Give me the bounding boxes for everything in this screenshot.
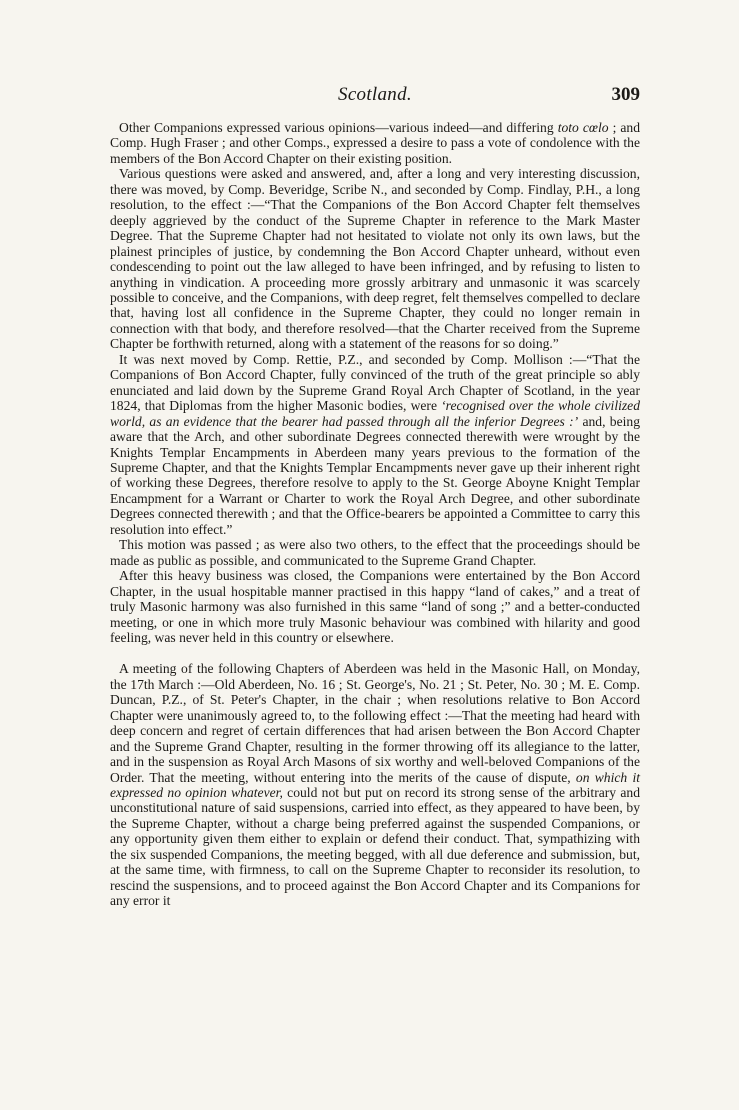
- text-run: Other Companions expressed various opinions—various indeed—and differing: [119, 120, 558, 135]
- paragraph: [110, 661, 640, 908]
- paragraph: [110, 537, 640, 568]
- body-text: [110, 120, 640, 909]
- page-title: Scotland.: [338, 84, 412, 105]
- text-run: ; and Comp. Hugh Fraser ; and other Comps., expressed a desire to pass a vote of condolence with the members of the Bon Accord Chapter on their existing position.: [110, 120, 641, 166]
- italic-phrase: on which it expressed no opinion whatever,: [110, 769, 640, 801]
- text-run: Various questions were asked and answered, and, after a long and very interesting discussion, there was moved, by Comp. Beveridge, Scribe N., and seconded by Comp. Findlay, P.H., a long resolution, to the effect :—“That the Companions of the Bon Accord Chapter felt themselves deeply aggrieved by the conduct of the Supreme Chapter in reference to the Mark Master Degree. That the Supreme Chapter had not hesitated to violate not only its own laws, but the plainest principles of justice, by condemning the Bon Accord Chapter unheard, without even condescending to point out the law alleged to have been infringed, and by refusing to listen to anything in vindication. A proceeding more grossly arbitrary and unmasonic it was scarcely possible to conceive, and the Companions, with deep regret, felt themselves compelled to declare that, having lost all confidence in the Supreme Chapter, they could no longer remain in connection with that body, and therefore resolved—that the Charter received from the Supreme Chapter be forthwith returned, along with a statement of the reasons for so doing.”: [110, 166, 640, 352]
- paragraph: [110, 352, 640, 537]
- running-header: [110, 84, 640, 110]
- paragraph: [110, 568, 640, 645]
- italic-phrase: ‘recognised over the whole civilized world, as an evidence that the bearer had passed through all the inferior Degrees :’: [110, 398, 640, 429]
- text-run: could not but put on record its strong sense of the arbitrary and unconstitutional nature of said suspensions, carried into effect, as they appeared to have been, by the Supreme Chapter, without a charge being preferred against the suspended Companions, or any opportunity given them either to explain or defend their conduct. That, sympathizing with the six suspended Companions, the meeting begged, with all due deference and submission, but, at the same time, with firmness, to call on the Supreme Chapter to reconsider its resolution, to rescind the suspensions, and to proceed against the Bon Accord Chapter and its Companions for any error it: [110, 785, 641, 909]
- text-run: A meeting of the following Chapters of Aberdeen was held in the Masonic Hall, on Monday, the 17th March :—Old Aberdeen, No. 16 ; St. George's, No. 21 ; St. Peter, No. 30 ; M. E. Comp. Duncan, P.Z., of St. Peter's Chapter, in the chair ; when resolutions relative to Bon Accord Chapter were unanimously agreed to, to the following effect :—That the meeting had heard with deep concern and regret of certain differences that had arisen between the Bon Accord Chapter and the Supreme Grand Chapter, resulting in the former throwing off its allegiance to the latter, and in the suspension as Royal Arch Masons of six worthy and well-beloved Companions of the Order. That the meeting, without entering into the merits of the cause of dispute,: [110, 661, 640, 785]
- italic-phrase: toto cœlo: [557, 120, 609, 135]
- page-number: 309: [611, 84, 640, 105]
- text-run: This motion was passed ; as were also two others, to the effect that the proceedings should be made as public as possible, and communicated to the Supreme Grand Chapter.: [110, 537, 640, 568]
- text-run: and, being aware that the Arch, and other subordinate Degrees connected therewith were wrought by the Knights Templar Encampments in Aberdeen many years previous to the formation of the Supreme Chapter, and that the Knights Templar Encampments never gave up their inherent right of working these Degrees, therefore resolve to apply to the St. George Aboyne Knight Templar Encampment for a Warrant or Charter to work the Royal Arch Degree, and other subordinate Degrees connected therewith ; and that the Office-bearers be appointed a Committee to carry this resolution into effect.”: [110, 413, 640, 537]
- paragraph: [110, 166, 640, 351]
- text-run: It was next moved by Comp. Rettie, P.Z., and seconded by Comp. Mollison :—“That the Companions of Bon Accord Chapter, fully convinced of the truth of the great principle so ably enunciated and laid down by the Supreme Grand Royal Arch Chapter of Scotland, in the year 1824, that Diplomas from the higher Masonic bodies, were: [110, 351, 640, 414]
- text-run: After this heavy business was closed, the Companions were entertained by the Bon Accord Chapter, in the usual hospitable manner practised in this happy “land of cakes,” and a treat of truly Masonic harmony was also furnished in this same “land of song ;” and a better-conducted meeting, or one in which more truly Masonic behaviour was combined with hilarity and good feeling, was never held in this country or elsewhere.: [110, 568, 640, 645]
- paragraph: [110, 120, 640, 166]
